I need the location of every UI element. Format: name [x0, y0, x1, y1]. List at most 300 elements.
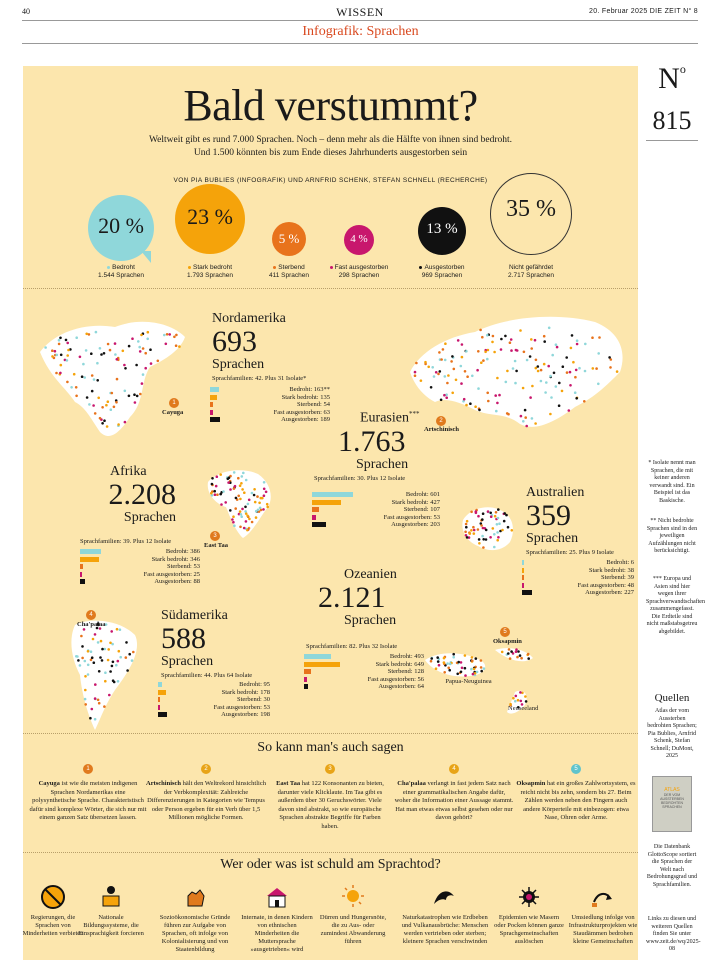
- language-dot: [119, 656, 122, 659]
- pin-3-icon: 3: [210, 531, 220, 541]
- language-dot: [261, 497, 264, 500]
- language-dot: [527, 657, 530, 660]
- bubble-fast-ausgestorben: 4 %: [344, 225, 374, 255]
- language-dot: [263, 488, 266, 491]
- language-dot: [244, 510, 247, 513]
- language-dot: [113, 681, 116, 684]
- bar-row-sterbend: [158, 696, 270, 703]
- bar-label-sterbend: Sterbend: 53: [166, 563, 200, 571]
- language-dot: [232, 515, 235, 518]
- bubble-bedroht: 20 %: [88, 195, 154, 261]
- language-dot: [114, 353, 117, 356]
- language-dot: [66, 354, 69, 357]
- language-dot: [245, 479, 248, 482]
- language-dot: [514, 382, 517, 385]
- language-dot: [439, 370, 442, 373]
- bar-label-ausgestorben: Ausgestorben: 88: [154, 578, 200, 586]
- language-dot: [59, 372, 62, 375]
- language-dot: [469, 532, 472, 535]
- language-dot: [211, 477, 214, 480]
- language-dot: [234, 507, 237, 510]
- language-dot: [476, 369, 479, 372]
- language-dot: [465, 404, 468, 407]
- bar-label-sterbend: Sterbend: 30: [236, 696, 270, 704]
- language-dot: [243, 527, 246, 530]
- language-dot: [248, 518, 251, 521]
- language-dot: [543, 363, 546, 366]
- language-dot: [515, 349, 518, 352]
- language-dot: [138, 346, 141, 349]
- language-dot: [500, 348, 503, 351]
- language-dot: [535, 359, 538, 362]
- saying-1: 1 Cayuga ist wie die meisten indigenen Sprachen Nordamerikas eine polysynthetische Sprache. Charakteristisch dafür sind komplexe Wörter, die sich nur mit einem ganzen Satz übersetzen lassen.: [29, 766, 147, 821]
- language-dot: [163, 334, 166, 337]
- bar-row-sterbend: [80, 563, 200, 570]
- language-dot: [520, 700, 523, 703]
- language-dot: [493, 351, 496, 354]
- bar-label-sterbend: Sterbend: 107: [403, 506, 440, 514]
- pin-label-oksapmin: Oksapmin: [493, 638, 522, 645]
- language-dot: [117, 423, 120, 426]
- language-dot: [214, 493, 217, 496]
- language-dot: [511, 529, 514, 532]
- language-dot: [447, 667, 450, 670]
- cause-1: Regierungen, die Sprachen von Minderheiten verbieten: [19, 884, 87, 938]
- language-dot: [135, 364, 138, 367]
- language-dot: [524, 416, 527, 419]
- language-dot: [512, 367, 515, 370]
- issue-number: 815: [652, 106, 692, 135]
- language-dot: [265, 491, 268, 494]
- language-dot: [510, 349, 513, 352]
- language-dot: [443, 657, 446, 660]
- language-dot: [529, 396, 532, 399]
- language-dot: [85, 349, 88, 352]
- language-dot: [526, 359, 529, 362]
- language-dot: [83, 376, 86, 379]
- language-dot: [477, 528, 480, 531]
- language-dot: [111, 392, 114, 395]
- language-dot: [98, 670, 101, 673]
- pin-label-chapalaa: Cha'palaa: [77, 621, 106, 628]
- language-dot: [473, 668, 476, 671]
- language-dot: [534, 422, 537, 425]
- sun-drought-icon: [340, 884, 366, 910]
- language-dot: [452, 653, 455, 656]
- bar-label-stark-bedroht: Stark bedroht: 427: [391, 498, 440, 506]
- boarding-school-icon: [264, 884, 290, 910]
- language-dot: [549, 375, 552, 378]
- language-dot: [109, 642, 112, 645]
- pin-label-artschinisch: Artschinisch: [424, 426, 460, 433]
- language-dot: [496, 539, 499, 542]
- language-dot: [482, 538, 485, 541]
- language-dot: [175, 334, 178, 337]
- language-dot: [256, 495, 259, 498]
- language-dot: [576, 339, 579, 342]
- language-dot: [104, 680, 107, 683]
- region-unit: Sprachen: [123, 510, 176, 525]
- language-dot: [553, 372, 556, 375]
- language-dot: [111, 665, 114, 668]
- language-dot: [76, 655, 79, 658]
- language-dot: [556, 346, 559, 349]
- language-dot: [501, 529, 504, 532]
- language-dot: [448, 669, 451, 672]
- language-dot: [517, 699, 520, 702]
- language-dot: [107, 343, 110, 346]
- language-dot: [44, 346, 47, 349]
- bar-row-stark-bedroht: [304, 661, 424, 668]
- language-dot: [482, 359, 485, 362]
- sidebar-rule: [646, 140, 698, 141]
- language-dot: [266, 503, 269, 506]
- language-dot: [569, 371, 572, 374]
- language-dot: [251, 492, 254, 495]
- masthead: [22, 5, 698, 19]
- language-dot: [84, 698, 87, 701]
- language-dot: [449, 663, 452, 666]
- saying-2: 2 Artschinisch hält den Weltrekord hinsichtlich der Verbkomplexität: Zahlreiche Differenzierungen in Kategorien wie Tempus oder Person ergeben für ein Verb über 1,5 Millionen mögliche Formen.: [146, 766, 266, 821]
- language-dot: [247, 503, 250, 506]
- bar-label-stark-bedroht: Stark bedroht: 178: [221, 688, 270, 696]
- language-dot: [157, 360, 160, 363]
- language-dot: [90, 352, 93, 355]
- rubric: Infografik: Sprachen: [302, 24, 419, 39]
- language-dot: [67, 349, 70, 352]
- language-dot: [231, 518, 234, 521]
- language-dot: [257, 509, 260, 512]
- language-dot: [475, 512, 478, 515]
- language-dot: [486, 392, 489, 395]
- language-dot: [96, 379, 99, 382]
- language-dot: [232, 521, 235, 524]
- language-dot: [211, 483, 214, 486]
- language-dot: [591, 336, 594, 339]
- region-name: Südamerika: [161, 608, 228, 623]
- pin-label-cayuga: Cayuga: [162, 409, 184, 416]
- language-dot: [107, 400, 110, 403]
- language-dot: [216, 493, 219, 496]
- language-dot: [514, 700, 517, 703]
- language-dot: [117, 660, 120, 663]
- language-dot: [420, 379, 423, 382]
- language-dot: [133, 393, 136, 396]
- language-dot: [483, 667, 486, 670]
- language-dot: [442, 348, 445, 351]
- language-dot: [91, 656, 94, 659]
- language-dot: [175, 344, 178, 347]
- language-dot: [242, 472, 245, 475]
- book-cover-image: ATLAS DER VOM AUSSTERBEN BEDROHTEN SPRACHEN: [652, 776, 692, 832]
- language-dot: [540, 369, 543, 372]
- language-dot: [505, 381, 508, 384]
- language-dot: [438, 664, 441, 667]
- language-dot: [235, 497, 238, 500]
- language-dot: [128, 345, 131, 348]
- language-dot: [444, 375, 447, 378]
- language-dot: [497, 508, 500, 511]
- language-dot: [430, 660, 433, 663]
- language-dot: [550, 396, 553, 399]
- bar-row-stark-bedroht: [522, 567, 634, 574]
- bar-row-ausgestorben: [304, 683, 424, 690]
- language-dot: [258, 502, 261, 505]
- language-dot: [465, 350, 468, 353]
- pin-label-east-taa: East Taa: [204, 542, 229, 549]
- language-dot: [469, 402, 472, 405]
- language-dot: [81, 375, 84, 378]
- language-dot: [59, 337, 62, 340]
- region-name: Afrika: [110, 464, 147, 479]
- language-dot: [498, 394, 501, 397]
- language-dot: [460, 661, 463, 664]
- cause-7: Epidemien wie Masern oder Pocken können ganze Sprachgemeinschaften auslöschen: [493, 884, 565, 946]
- language-dot: [473, 529, 476, 532]
- region-name: Australien: [526, 485, 585, 500]
- language-dot: [464, 667, 467, 670]
- language-dot: [97, 641, 100, 644]
- language-dot: [66, 342, 69, 345]
- language-dot: [92, 404, 95, 407]
- language-dot: [103, 419, 106, 422]
- language-dot: [139, 393, 142, 396]
- bar-row-sterbend: [312, 506, 440, 513]
- language-dot: [510, 338, 513, 341]
- language-dot: [437, 660, 440, 663]
- language-dot: [572, 361, 575, 364]
- language-dot: [237, 477, 240, 480]
- language-dot: [509, 341, 512, 344]
- bars-eurasia: [312, 491, 440, 531]
- language-dot: [79, 356, 82, 359]
- language-dot: [466, 536, 469, 539]
- language-dot: [245, 512, 248, 515]
- language-dot: [464, 370, 467, 373]
- language-dot: [109, 670, 112, 673]
- bar-row-fast-ausgestorben: [312, 514, 440, 521]
- language-dot: [134, 401, 137, 404]
- language-dot: [543, 340, 546, 343]
- language-dot: [141, 382, 144, 385]
- bar-row-sterbend: [522, 574, 634, 581]
- region-africa: [84, 464, 176, 526]
- language-dot: [496, 523, 499, 526]
- language-dot: [77, 659, 80, 662]
- language-dot: [445, 393, 448, 396]
- language-dot: [95, 331, 98, 334]
- language-dot: [509, 657, 512, 660]
- region-count: 2.121: [318, 581, 386, 614]
- language-dot: [96, 362, 99, 365]
- language-dot: [115, 401, 118, 404]
- language-dot: [447, 374, 450, 377]
- language-dot: [124, 390, 127, 393]
- language-dot: [144, 352, 147, 355]
- bubble-sterbend: 5 %: [272, 222, 306, 256]
- language-dot: [89, 717, 92, 720]
- language-dot: [104, 648, 107, 651]
- language-dot: [149, 348, 152, 351]
- bar-row-stark-bedroht: [312, 499, 440, 506]
- bar-row-stark-bedroht: [158, 689, 270, 696]
- label-papua: Papua-Neuguinea: [445, 678, 492, 685]
- language-dot: [445, 396, 448, 399]
- language-dot: [85, 333, 88, 336]
- language-dot: [125, 641, 128, 644]
- cause-6: Naturkatastrophen wie Erdbeben und Vulkanausbrüche: Menschen werden vertrieben oder sterben; kleinere Sprachen verschwinden: [401, 884, 489, 946]
- language-dot: [165, 343, 168, 346]
- bar-label-fast-ausgestorben: Fast ausgestorben: 56: [367, 675, 424, 683]
- region-count: 2.208: [108, 478, 176, 511]
- language-dot: [444, 342, 447, 345]
- region-oceania: [318, 567, 397, 629]
- label-nicht-gefaehrdet: Nicht gefährdet 2.717 Sprachen: [508, 264, 554, 279]
- bar-label-fast-ausgestorben: Fast ausgestorben: 53: [213, 703, 270, 711]
- language-dot: [240, 513, 243, 516]
- language-dot: [609, 366, 612, 369]
- language-dot: [497, 536, 500, 539]
- bar-row-ausgestorben: [522, 589, 634, 596]
- pin-1-icon: 1: [169, 398, 179, 408]
- language-dot: [512, 697, 515, 700]
- pin-2-icon: 2: [436, 416, 446, 426]
- status-bubbles: [23, 180, 638, 285]
- bar-row-bedroht: [522, 559, 634, 566]
- language-dot: [549, 413, 552, 416]
- language-dot: [522, 420, 525, 423]
- language-dot: [492, 527, 495, 530]
- language-dot: [213, 490, 216, 493]
- language-dot: [142, 347, 145, 350]
- language-dot: [547, 365, 550, 368]
- language-dot: [70, 386, 73, 389]
- language-dot: [66, 359, 69, 362]
- language-dot: [266, 506, 269, 509]
- bar-row-bedroht: [312, 491, 440, 498]
- language-dot: [486, 334, 489, 337]
- region-count: 588: [161, 622, 206, 655]
- bar-row-fast-ausgestorben: [210, 409, 330, 416]
- language-dot: [80, 635, 83, 638]
- database-note: Die Datenbank GlottoScope sortiert die Sprachen der Welt nach Bedrohungsgrad und Sprachfamilien.: [646, 844, 698, 888]
- bar-label-ausgestorben: Ausgestorben: 203: [391, 521, 440, 529]
- language-dot: [56, 354, 59, 357]
- label-fast-ausgestorben: Fast ausgestorben 298 Sprachen: [319, 264, 399, 280]
- region-unit: Sprachen: [212, 357, 265, 372]
- language-dot: [473, 532, 476, 535]
- section-divider: [23, 733, 638, 734]
- language-dot: [144, 367, 147, 370]
- language-dot: [461, 356, 464, 359]
- language-dot: [86, 396, 89, 399]
- label-bedroht: Bedroht 1.544 Sprachen: [98, 264, 144, 279]
- language-dot: [548, 327, 551, 330]
- language-dot: [584, 343, 587, 346]
- saying-3: 3 East Taa hat 122 Konsonanten zu bieten, darunter viele Klicklaute. Im Taa gibt es außerdem über 30 Geruchswörter. Viele davon sind abstrakt, so wie europäische Sprachen abstrakte Begriffe für Farben haben.: [276, 766, 384, 830]
- language-dot: [460, 365, 463, 368]
- language-dot: [103, 705, 106, 708]
- region-families: Sprachfamilien: 39. Plus 12 Isolate: [80, 538, 172, 545]
- language-dot: [66, 381, 69, 384]
- language-dot: [482, 546, 485, 549]
- language-dot: [477, 350, 480, 353]
- language-dot: [94, 633, 97, 636]
- saying-4: 4 Cha'palaa verlangt in fast jedem Satz nach einer grammatikalischen Angabe dafür, woher die Information einer Aussage stammt. Hat man etwas etwas selbst gesehen oder nur davon gehört?: [394, 766, 514, 821]
- language-dot: [494, 394, 497, 397]
- language-dot: [460, 671, 463, 674]
- language-dot: [79, 664, 82, 667]
- language-dot: [435, 667, 438, 670]
- language-dot: [116, 628, 119, 631]
- language-dot: [436, 656, 439, 659]
- language-dot: [451, 392, 454, 395]
- language-dot: [99, 417, 102, 420]
- language-dot: [558, 404, 561, 407]
- language-dot: [480, 666, 483, 669]
- language-dot: [54, 350, 57, 353]
- bars-australia: [522, 559, 634, 599]
- language-dot: [506, 412, 509, 415]
- language-dot: [466, 520, 469, 523]
- language-dot: [97, 699, 100, 702]
- language-dot: [438, 351, 441, 354]
- language-dot: [240, 482, 243, 485]
- language-dot: [255, 516, 258, 519]
- language-dot: [87, 673, 90, 676]
- language-dot: [83, 628, 86, 631]
- language-dot: [58, 339, 61, 342]
- language-dot: [227, 481, 230, 484]
- language-dot: [465, 526, 468, 529]
- language-dot: [241, 508, 244, 511]
- language-dot: [88, 403, 91, 406]
- language-dot: [501, 651, 504, 654]
- language-dot: [239, 498, 242, 501]
- language-dot: [493, 546, 496, 549]
- language-dot: [253, 488, 256, 491]
- language-dot: [113, 406, 116, 409]
- bar-label-fast-ausgestorben: Fast ausgestorben: 63: [273, 408, 330, 416]
- region-name: Eurasien***: [360, 410, 420, 426]
- language-dot: [537, 365, 540, 368]
- language-dot: [108, 694, 111, 697]
- region-unit: Sprachen: [526, 531, 579, 546]
- map-north-america: [30, 292, 190, 452]
- language-dot: [90, 650, 93, 653]
- language-dot: [122, 350, 125, 353]
- bar-row-bedroht: [304, 653, 424, 660]
- language-dot: [495, 410, 498, 413]
- language-dot: [478, 409, 481, 412]
- language-dot: [92, 638, 95, 641]
- language-dot: [84, 675, 87, 678]
- bar-label-sterbend: Sterbend: 128: [387, 668, 424, 676]
- bars-africa: [80, 548, 200, 588]
- language-dot: [481, 518, 484, 521]
- bubble-nicht-gefaehrdet: 35 %: [490, 173, 572, 255]
- language-dot: [491, 341, 494, 344]
- language-dot: [241, 475, 244, 478]
- language-dot: [515, 650, 518, 653]
- language-dot: [435, 371, 438, 374]
- language-dot: [576, 343, 579, 346]
- language-dot: [523, 351, 526, 354]
- language-dot: [94, 683, 97, 686]
- bar-row-stark-bedroht: [210, 394, 330, 401]
- language-dot: [450, 360, 453, 363]
- language-dot: [616, 370, 619, 373]
